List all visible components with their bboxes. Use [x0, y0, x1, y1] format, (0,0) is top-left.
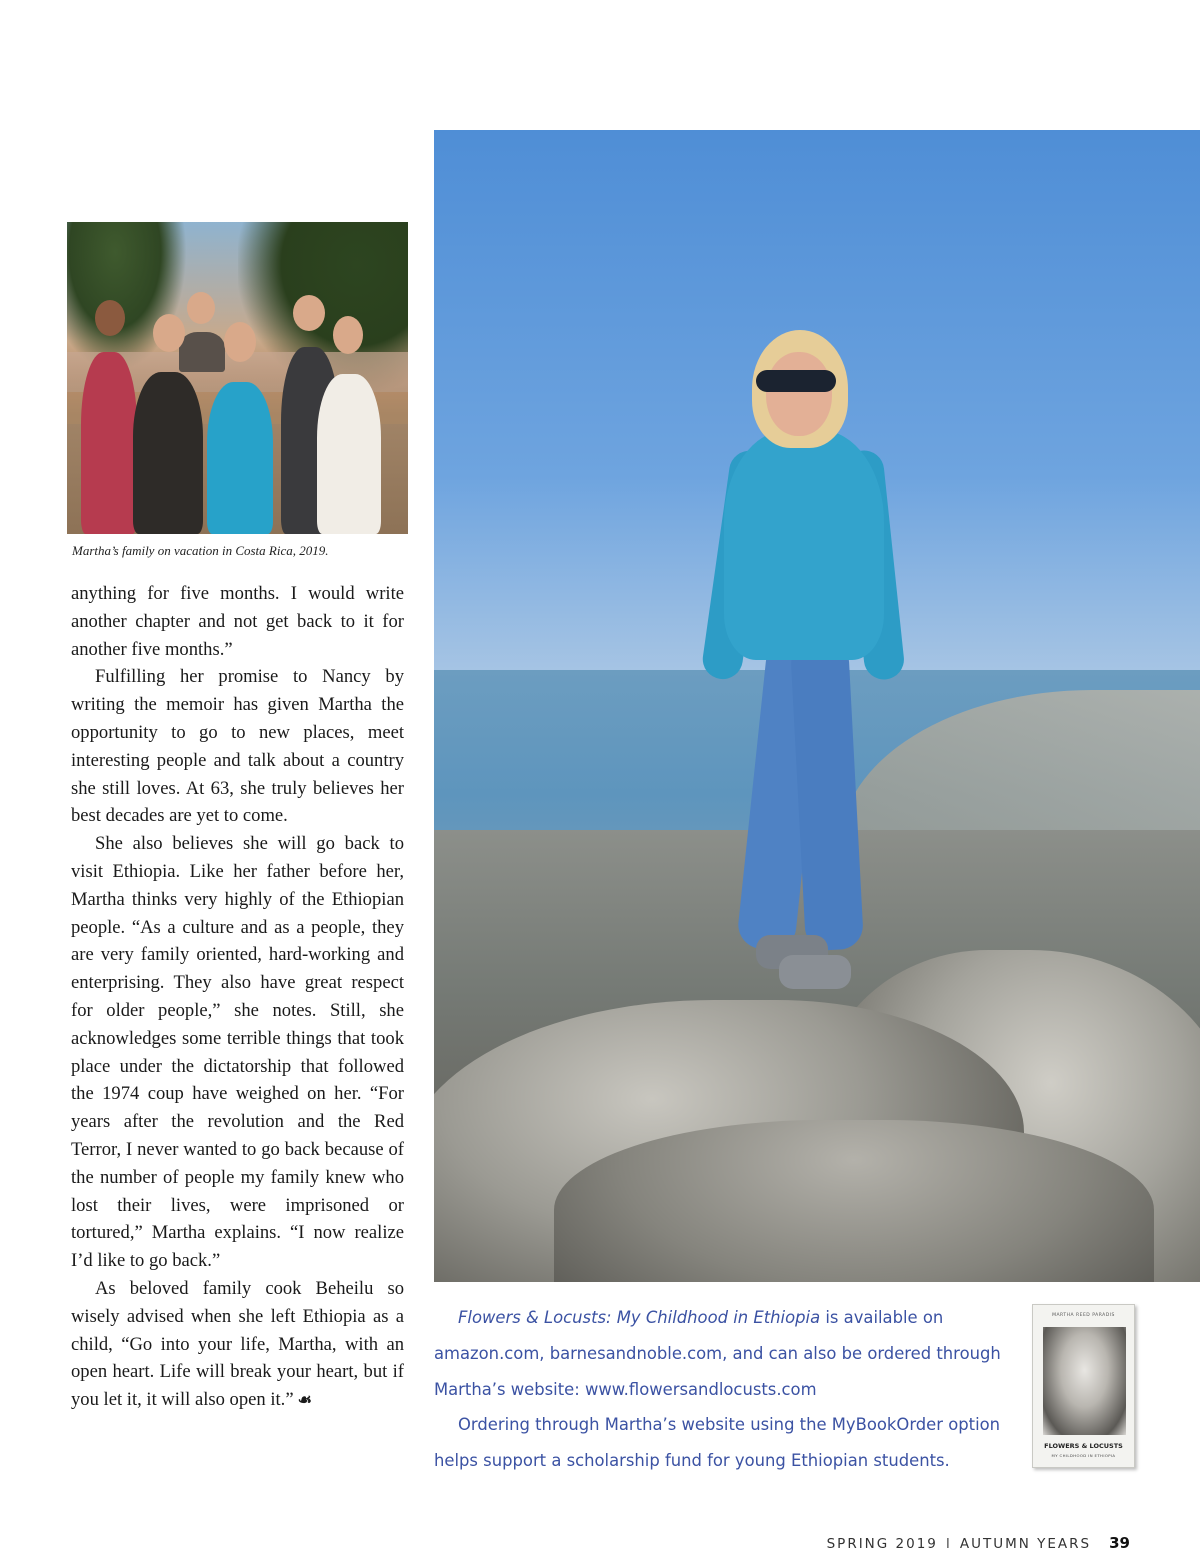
footer-separator: I — [945, 1536, 952, 1552]
article-paragraph: Fulfilling her promise to Nancy by writing the memoir has given Martha the opportunity to go to new places, meet interesting people and talk about a country she still loves. At 63, she truly believes her best decades are yet to come. — [71, 666, 404, 827]
book-title: Flowers & Locusts: My Childhood in Ethiopia — [458, 1308, 821, 1327]
book-availability — [434, 1300, 1026, 1407]
footer-magazine: AUTUMN YEARS — [959, 1536, 1092, 1552]
book-ordering-note: Ordering through Martha’s website using the MyBookOrder option helps support a scholarship fund for young Ethiopian students. — [434, 1415, 1001, 1471]
footer-issue: SPRING 2019 — [826, 1536, 938, 1552]
book-cover-author: MARTHA REED PARADIS — [1052, 1313, 1115, 1318]
family-member — [207, 382, 273, 534]
family-member — [179, 332, 225, 372]
book-availability-text: is available on amazon.com, barnesandnoble.com, and can also be ordered through Martha’s website: www.flowersandlocusts.com — [434, 1308, 1001, 1399]
family-member — [317, 374, 381, 534]
article-paragraph: She also believes she will go back to visit Ethiopia. Like her father before her, Martha thinks very highly of the Ethiopian people. “As a culture and as a people, they are very family oriented, hard-working and enterprising. They also have great respect for older people,” she notes. Still, she acknowledges some terrible things that took place under the dictatorship that followed the 1974 coup have weighed on her. “For years after the revolution and the Red Terror, I never wanted to go back because of the number of people my family knew who lost their lives, were imprisoned or tortured,” Martha explains. “I now realize I’d like to go back.” — [71, 833, 404, 1272]
article-column — [71, 580, 404, 1415]
family-photo — [67, 222, 408, 534]
book-cover — [1032, 1304, 1135, 1468]
article-paragraph — [71, 1275, 404, 1415]
rock-foreground — [554, 1120, 1154, 1282]
page-number: 39 — [1109, 1534, 1130, 1552]
page-footer — [827, 1534, 1130, 1552]
sunglasses — [756, 370, 836, 392]
book-info — [434, 1300, 1026, 1479]
mountain-photo — [434, 130, 1200, 1282]
family-member — [81, 352, 137, 534]
article-paragraph: anything for five months. I would write another chapter and not get back to it for another five months.” — [71, 583, 404, 660]
family-member — [133, 372, 203, 534]
end-mark-icon: ☙ — [297, 1392, 312, 1410]
book-cover-subtitle: MY CHILDHOOD IN ETHIOPIA — [1051, 1453, 1116, 1458]
family-photo-caption: Martha’s family on vacation in Costa Rica, 2019. — [72, 543, 329, 558]
book-cover-portrait — [1043, 1327, 1126, 1435]
article-paragraph-text: As beloved family cook Beheilu so wisely advised when she left Ethiopia as a child, “Go into your life, Martha, with an open heart. Life will break your heart, but if you let it, it will also open it.” — [71, 1277, 404, 1411]
book-cover-title: FLOWERS & LOCUSTS — [1044, 1442, 1123, 1450]
